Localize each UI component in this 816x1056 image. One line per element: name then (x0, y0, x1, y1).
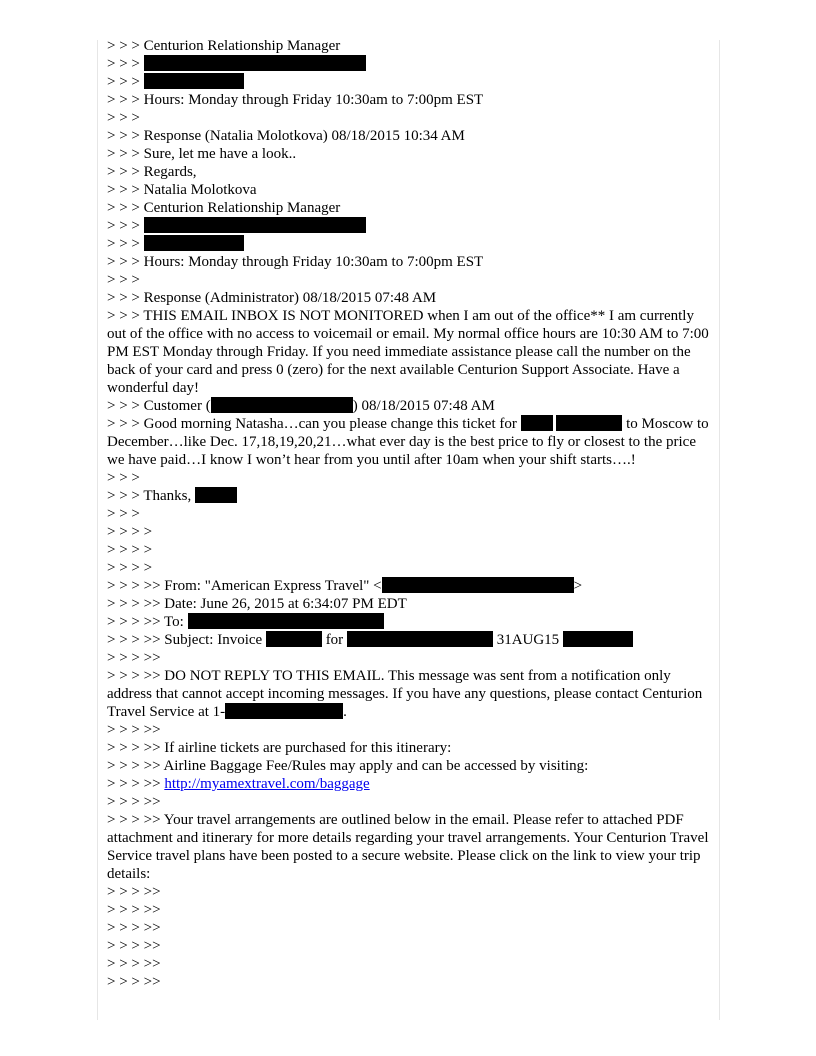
customer-message-start: > > > Good morning Natasha…can you please change this ticket for (107, 416, 521, 432)
from-header-line (107, 577, 711, 595)
redaction-block (347, 631, 493, 647)
do-not-reply-paragraph (107, 667, 711, 721)
quote-marker-line: > > > (107, 110, 140, 126)
subject-date: 31AUG15 (492, 632, 563, 648)
subject-prefix: > > > >> Subject: Invoice (107, 632, 266, 648)
redaction-block (144, 55, 366, 71)
redaction-block (144, 73, 244, 89)
quote-marker-line: > > > >> (107, 794, 161, 810)
quote-prefix: > > > >> (107, 776, 165, 792)
date-header-line: > > > >> Date: June 26, 2015 at 6:34:07 PM EDT (107, 596, 407, 612)
signature-redacted-line (107, 73, 711, 91)
thanks-text: > > > Thanks, (107, 488, 196, 504)
customer-header-prefix: > > > Customer ( (107, 398, 211, 414)
redaction-block (211, 397, 353, 413)
from-header-suffix: > (573, 578, 583, 594)
hours-line: > > > Hours: Monday through Friday 10:30am to 7:00pm EST (107, 254, 484, 270)
do-not-reply-end: . (343, 704, 347, 720)
do-not-reply-text: > > > >> DO NOT REPLY TO THIS EMAIL. This message was sent from a notification only address that cannot accept incoming messages. If you have any questions, please contact Centurion Travel Service at 1- (107, 668, 706, 720)
hours-line: > > > Hours: Monday through Friday 10:30am to 7:00pm EST (107, 92, 484, 108)
signature-redacted-line (107, 217, 711, 235)
message-line: > > > Sure, let me have a look.. (107, 146, 297, 162)
response-header-line: > > > Response (Natalia Molotkova) 08/18/2015 10:34 AM (107, 128, 465, 144)
to-header-line (107, 613, 711, 631)
response-header-line: > > > Response (Administrator) 08/18/2015 07:48 AM (107, 290, 437, 306)
redaction-block (521, 415, 553, 431)
baggage-link-line (107, 775, 711, 793)
quote-marker-line: > > > (107, 506, 140, 522)
to-header-prefix: > > > >> To: (107, 614, 188, 630)
redaction-block (266, 631, 322, 647)
quote-marker-line: > > > (107, 272, 140, 288)
message-line: > > > >> Airline Baggage Fee/Rules may apply and can be accessed by visiting: (107, 758, 589, 774)
quote-marker-line: > > > > (107, 560, 153, 576)
redaction-block (188, 613, 384, 629)
from-header-prefix: > > > >> From: "American Express Travel" < (107, 578, 382, 594)
customer-header-suffix: ) 08/18/2015 07:48 AM (352, 398, 495, 414)
redaction-block (144, 235, 244, 251)
customer-message-end: to Moscow to December…like Dec. 17,18,19,20,21…what ever day is the best price to fly or closest to the price we have paid…I know I won’t hear from you until after 10am when your shift starts….! (107, 416, 713, 468)
message-line: > > > Regards, (107, 164, 197, 180)
quote-marker-line: > > > >> (107, 902, 161, 918)
redaction-block (225, 703, 343, 719)
quote-marker-line: > > > >> (107, 974, 161, 990)
baggage-link[interactable]: http://myamextravel.com/baggage (164, 776, 370, 792)
quote-marker-line: > > > >> (107, 920, 161, 936)
quote-prefix: > > > (107, 236, 144, 252)
quote-prefix: > > > (107, 218, 144, 234)
signature-title-line: > > > Centurion Relationship Manager (107, 200, 341, 216)
right-margin-rule (719, 40, 720, 1020)
quote-prefix: > > > (107, 74, 144, 90)
redaction-block (144, 217, 366, 233)
customer-header-line (107, 397, 711, 415)
signature-redacted-line (107, 55, 711, 73)
email-thread-body (107, 37, 711, 991)
subject-for: for (321, 632, 347, 648)
quote-marker-line: > > > >> (107, 938, 161, 954)
signature-name-line: > > > Natalia Molotkova (107, 182, 257, 198)
redaction-block (195, 487, 237, 503)
quote-marker-line: > > > (107, 470, 140, 486)
quote-prefix: > > > (107, 56, 144, 72)
quote-marker-line: > > > > (107, 542, 153, 558)
quote-marker-line: > > > >> (107, 722, 161, 738)
redaction-block (382, 577, 574, 593)
signature-title-line: > > > Centurion Relationship Manager (107, 38, 341, 54)
customer-message-paragraph (107, 415, 711, 469)
redaction-block (556, 415, 622, 431)
message-line: > > > >> If airline tickets are purchased for this itinerary: (107, 740, 452, 756)
quote-marker-line: > > > > (107, 524, 153, 540)
travel-arrangements-paragraph: > > > >> Your travel arrangements are outlined below in the email. Please refer to attached PDF attachment and itinerary for more details regarding your travel arrangements. Your Centurion Travel Service travel plans have been posted to a secure website. Please click on the link to view your trip details: (107, 812, 713, 882)
quote-marker-line: > > > >> (107, 884, 161, 900)
thanks-line (107, 487, 711, 505)
subject-header-line (107, 631, 711, 649)
quote-marker-line: > > > >> (107, 650, 161, 666)
signature-redacted-line (107, 235, 711, 253)
quote-marker-line: > > > >> (107, 956, 161, 972)
redaction-block (563, 631, 633, 647)
left-margin-rule (97, 40, 98, 1020)
auto-reply-paragraph: > > > THIS EMAIL INBOX IS NOT MONITORED when I am out of the office** I am currently out of the office with no access to voicemail or email. My normal office hours are 10:30 AM to 7:00 PM EST Monday through Friday. If you need immediate assistance please call the number on the back of your card and press 0 (zero) for the next available Centurion Support Associate. Have a wonderful day! (107, 308, 713, 396)
